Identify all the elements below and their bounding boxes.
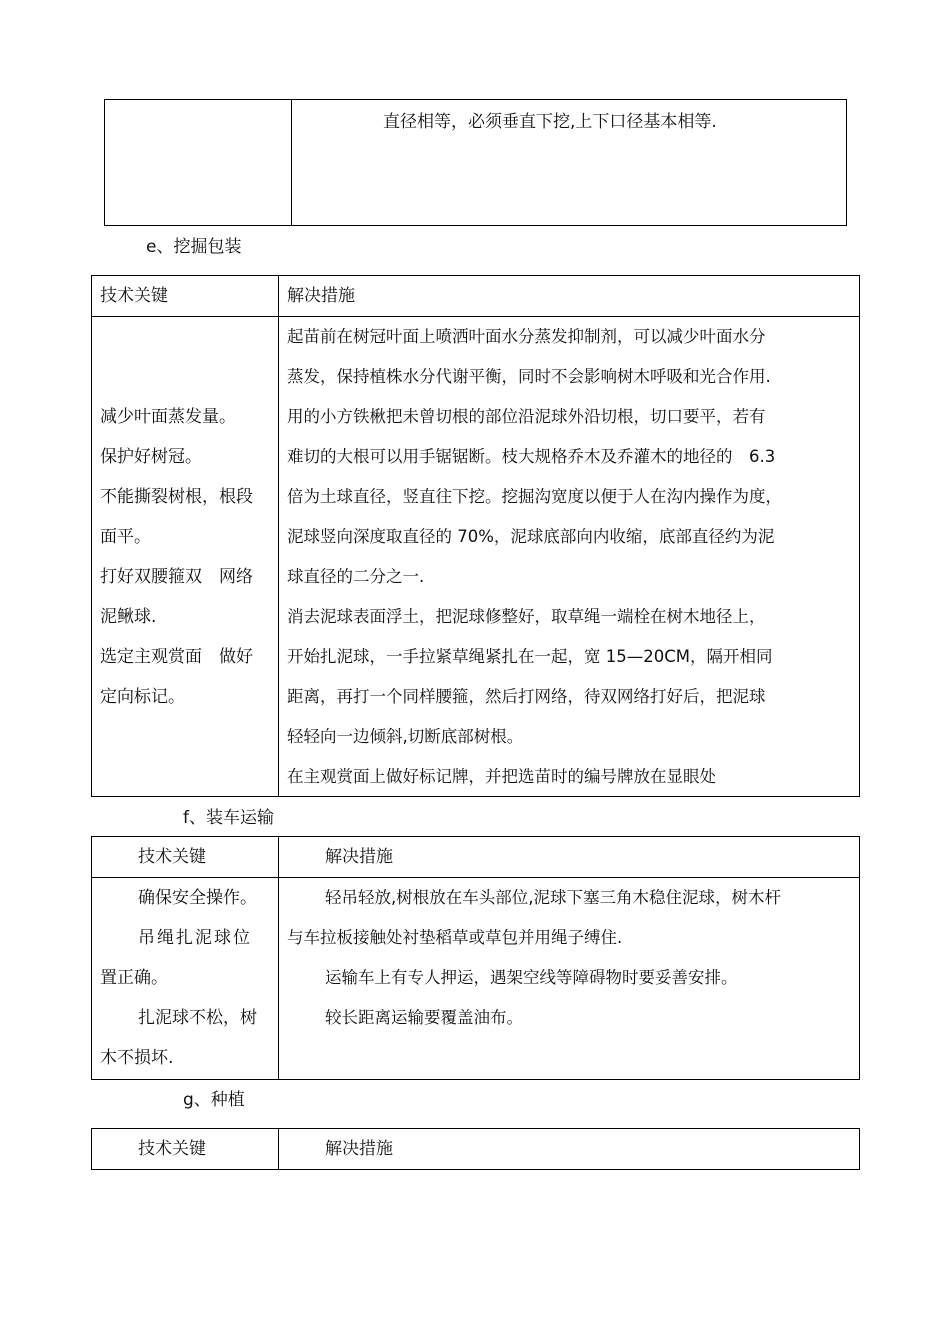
measure-line: 在主观赏面上做好标记牌，并把选苗时的编号牌放在显眼处	[287, 767, 716, 786]
measure-line: 泥球竖向深度取直径的 70%，泥球底部向内收缩，底部直径约为泥	[287, 527, 775, 546]
key-line: 置正确。	[100, 968, 168, 988]
measure-line: 消去泥球表面浮土，把泥球修整好，取草绳一端栓在树木地径上，	[287, 607, 766, 626]
measure-line: 球直径的二分之一.	[287, 567, 425, 586]
column-divider	[278, 276, 279, 796]
measure-line: 难切的大根可以用手锯锯断。枝大规格乔木及乔灌木的地径的 6.3	[287, 447, 776, 466]
key-line: 吊绳扎泥球位	[138, 928, 252, 948]
key-line: 选定主观赏面 做好	[100, 647, 253, 667]
measure-line: 开始扎泥球，一手拉紧草绳紧扎在一起，宽 15—20CM，隔开相同	[287, 647, 773, 666]
column-divider	[278, 837, 279, 1079]
measure-line: 距离，再打一个同样腰箍，然后打网络，待双网络打好后，把泥球	[287, 687, 766, 706]
table-f-header-measure: 解决措施	[325, 847, 393, 867]
measure-line: 用的小方铁楸把未曾切根的部位沿泥球外沿切根，切口要平，若有	[287, 407, 766, 426]
key-line: 保护好树冠。	[100, 447, 202, 467]
table-g-header-key: 技术关键	[138, 1139, 206, 1159]
measure-line: 较长距离运输要覆盖油布。	[325, 1008, 523, 1027]
column-divider	[291, 100, 292, 225]
measure-line: 轻轻向一边倾斜,切断底部树根。	[287, 727, 524, 746]
table-e	[91, 275, 860, 797]
table-g	[91, 1128, 860, 1170]
column-divider	[278, 1129, 279, 1169]
section-g-heading: g、种植	[183, 1090, 245, 1110]
key-line: 打好双腰箍双 网络	[100, 567, 253, 587]
key-line: 定向标记。	[100, 687, 185, 707]
measure-line: 运输车上有专人押运，遇架空线等障碍物时要妥善安排。	[325, 968, 738, 987]
table-d-continuation	[104, 99, 847, 226]
table-f-header-key: 技术关键	[138, 847, 206, 867]
table-g-header-measure: 解决措施	[325, 1139, 393, 1159]
table-d-measure-cell: 直径相等，必须垂直下挖,上下口径基本相等.	[383, 112, 717, 132]
table-f	[91, 836, 860, 1080]
measure-line: 蒸发，保持植株水分代谢平衡，同时不会影响树木呼吸和光合作用.	[287, 367, 771, 386]
table-f-measure-cell	[287, 878, 855, 1038]
measure-line: 轻吊轻放,树根放在车头部位,泥球下塞三角木稳住泥球，树木杆	[325, 888, 781, 907]
table-e-measure-cell	[287, 317, 855, 797]
key-line: 扎泥球不松，树	[138, 1008, 257, 1028]
key-line: 减少叶面蒸发量。	[100, 407, 236, 427]
measure-line: 起苗前在树冠叶面上喷洒叶面水分蒸发抑制剂，可以减少叶面水分	[287, 327, 766, 346]
key-line: 木不损坏.	[100, 1048, 174, 1068]
table-e-key-cell	[100, 397, 253, 717]
key-line: 泥鳅球.	[100, 607, 157, 627]
table-e-header-measure: 解决措施	[287, 286, 355, 306]
section-e-heading: e、挖掘包装	[146, 237, 242, 257]
section-f-heading: f、装车运输	[183, 808, 274, 828]
table-d-key-cell	[105, 100, 291, 225]
measure-line: 与车拉板接触处衬垫稻草或草包并用绳子缚住.	[287, 928, 623, 947]
measure-line: 倍为土球直径，竖直往下挖。挖掘沟宽度以便于人在沟内操作为度，	[287, 487, 782, 506]
table-f-key-cell	[100, 878, 257, 1078]
key-line: 面平。	[100, 527, 151, 547]
table-e-header-key: 技术关键	[100, 286, 168, 306]
key-line: 确保安全操作。	[138, 888, 257, 908]
key-line: 不能撕裂树根，根段	[100, 487, 253, 507]
